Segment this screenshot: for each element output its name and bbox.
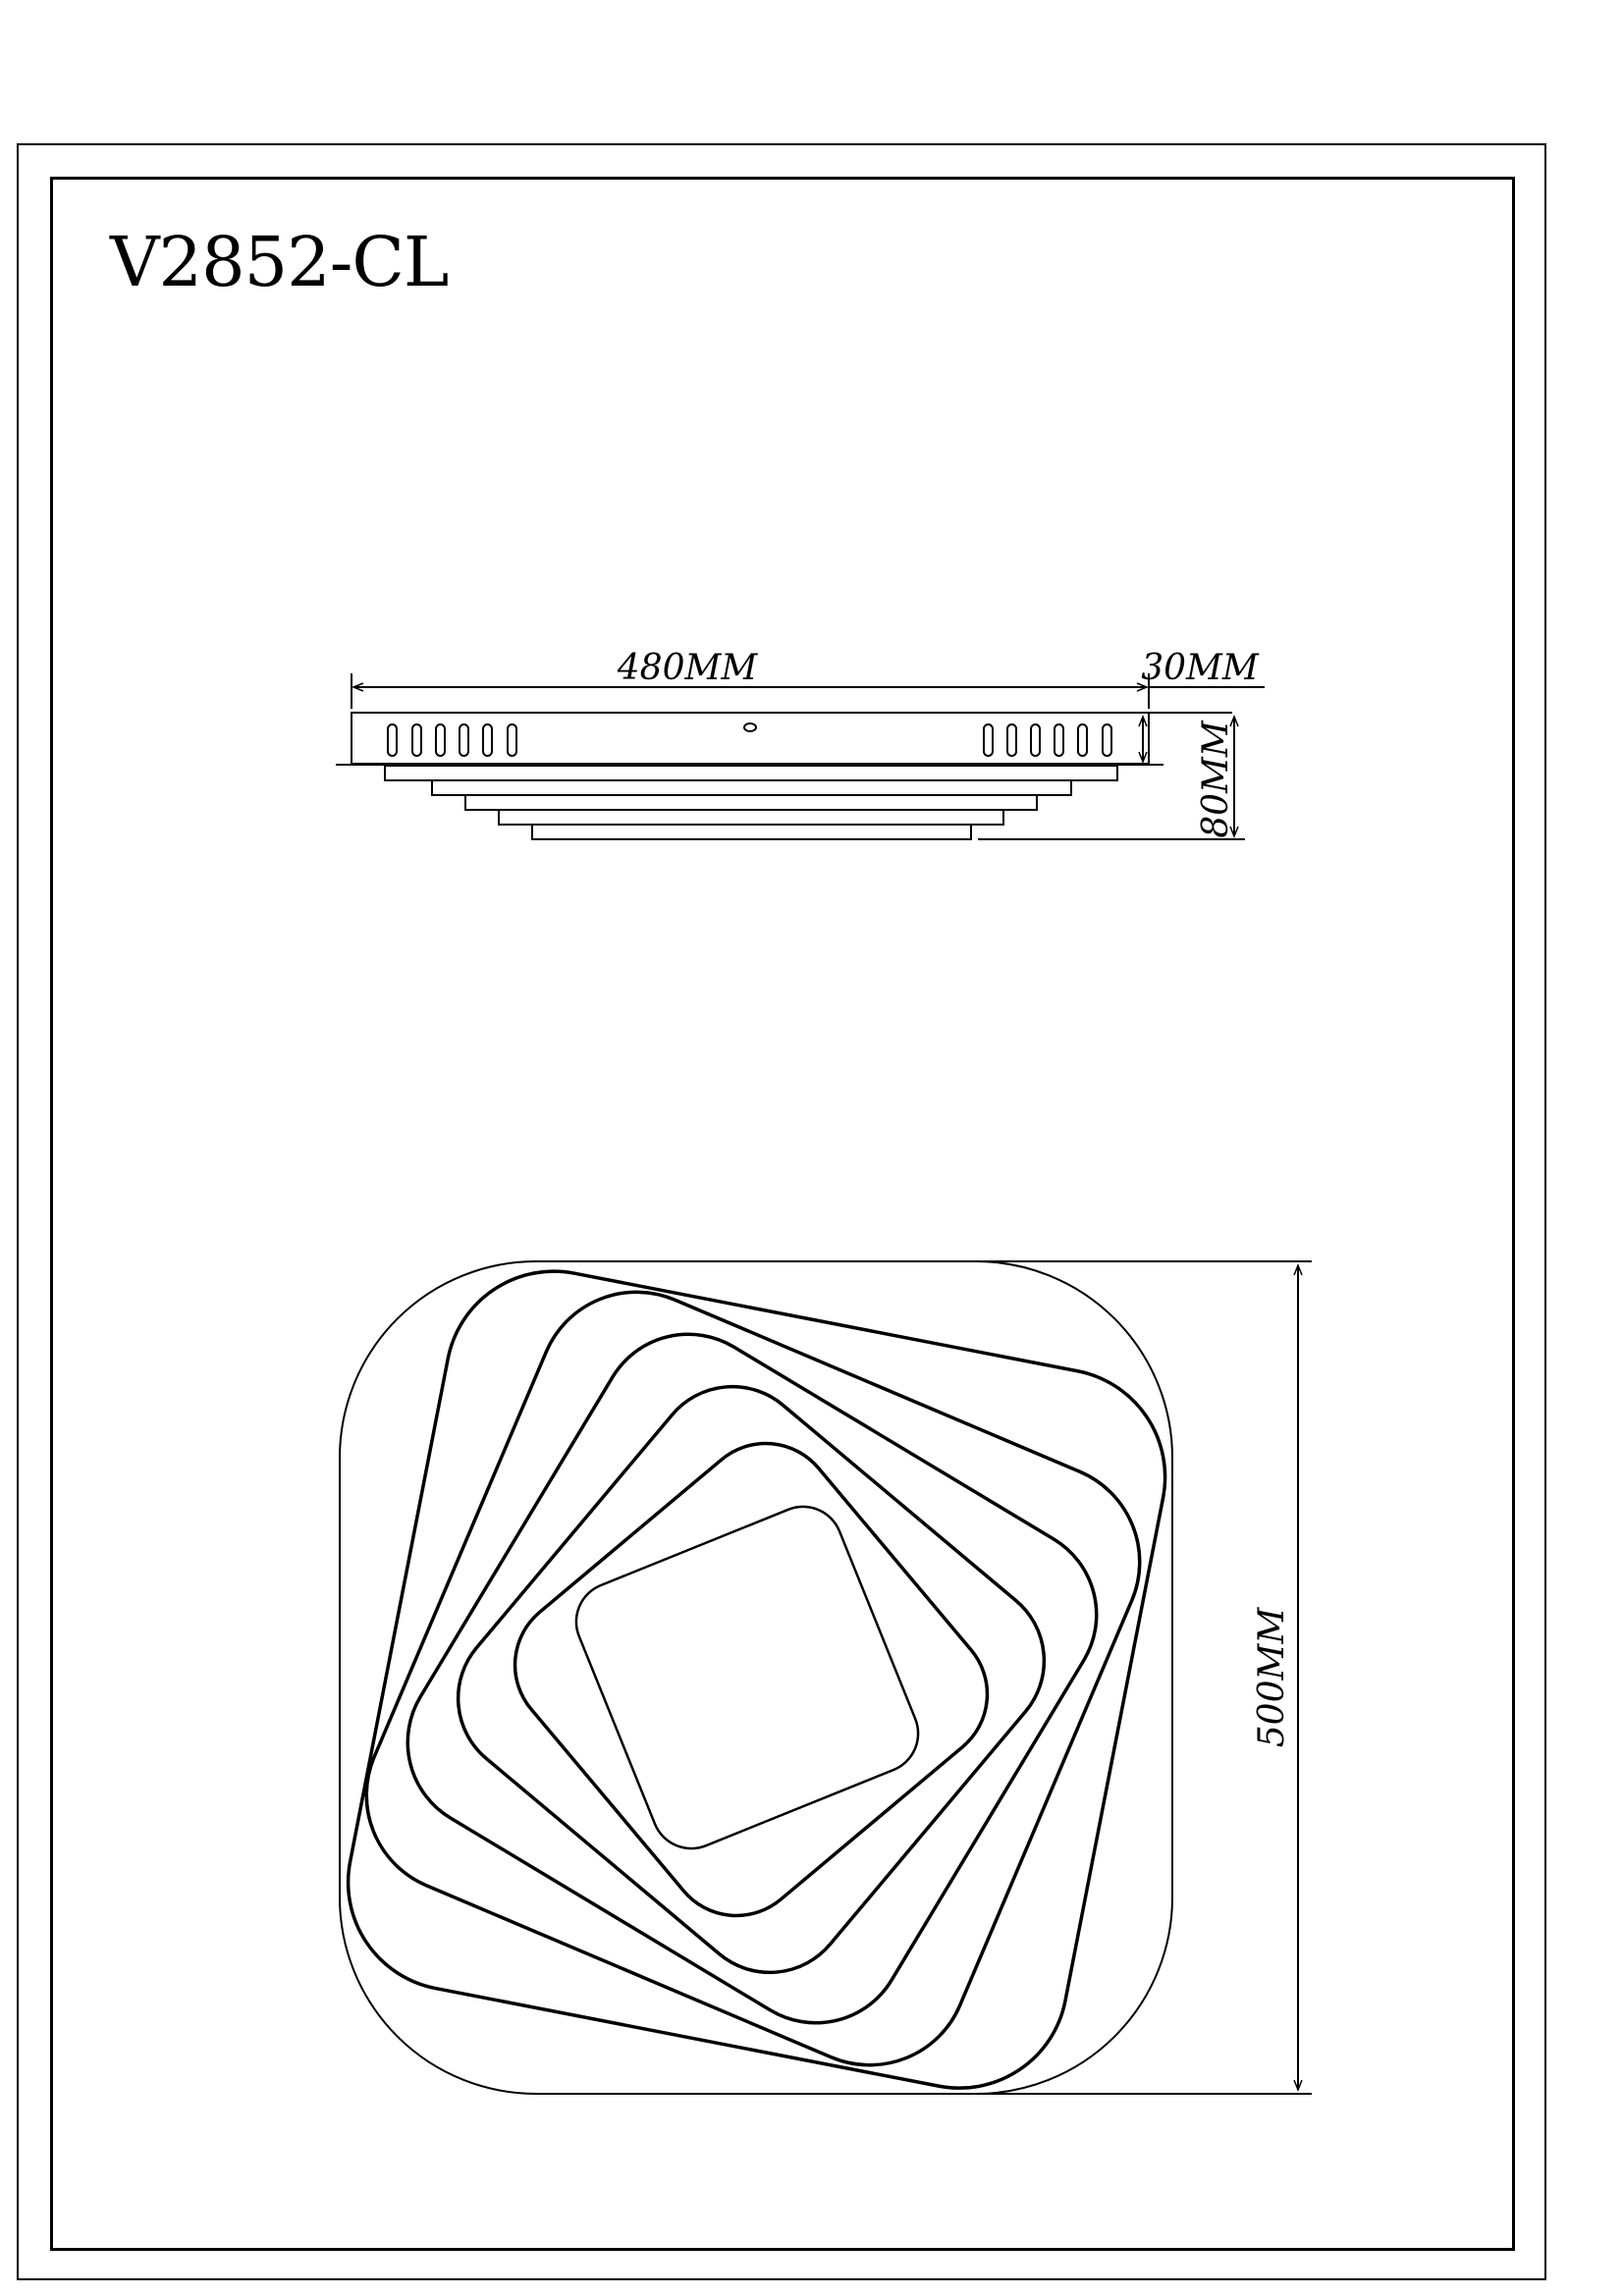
model-title: V2852-CL <box>110 222 449 302</box>
width-label: 480MM <box>617 648 758 688</box>
layer-5 <box>532 825 971 839</box>
side-view <box>336 713 1163 839</box>
ring-3 <box>375 1302 1129 2056</box>
ring-4 <box>426 1355 1076 2004</box>
canopy-body <box>352 713 1149 764</box>
vent-slots-left <box>388 724 516 756</box>
top-size-label: 500MM <box>1252 1607 1292 1748</box>
total-height-label: 80MM <box>1196 721 1236 838</box>
vent-slots-right <box>984 724 1111 756</box>
ring-1 <box>330 1253 1184 2107</box>
width-dimension <box>352 673 1265 709</box>
ring-5 <box>487 1415 1015 1944</box>
layer-4 <box>499 810 1003 825</box>
layer-2 <box>432 780 1071 795</box>
top-view <box>330 1253 1184 2107</box>
canopy-height-label: 30MM <box>1141 648 1259 688</box>
inner-panel <box>565 1495 930 1860</box>
outer-plate <box>340 1261 1172 2094</box>
center-screw <box>744 723 756 731</box>
layer-1 <box>385 766 1117 780</box>
layer-3 <box>465 795 1037 810</box>
